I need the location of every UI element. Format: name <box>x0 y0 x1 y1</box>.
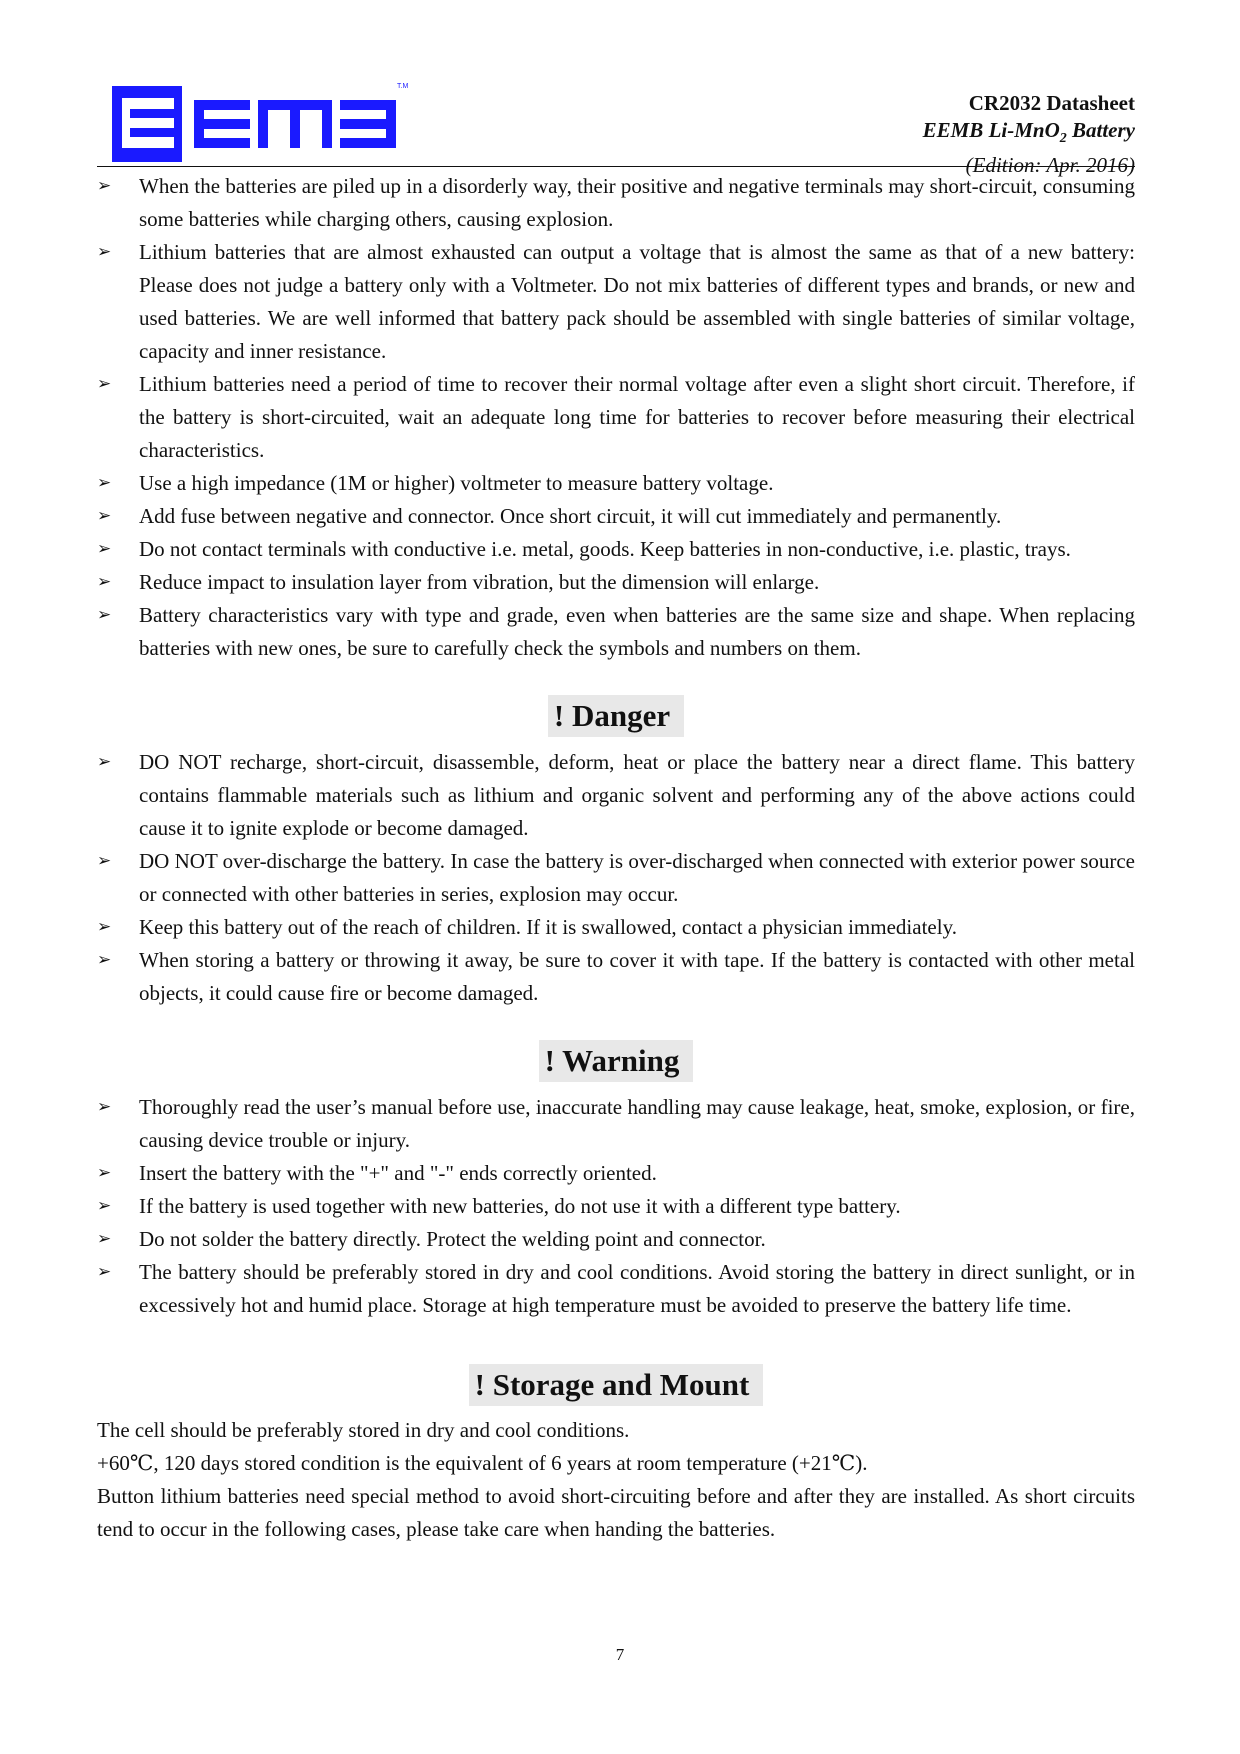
storage-heading: ! Storage and Mount <box>97 1364 1135 1406</box>
list-item: ➢ Keep this battery out of the reach of children. If it is swallowed, contact a physician immediately. <box>97 911 1135 944</box>
bullet-arrow-icon: ➢ <box>97 1229 112 1249</box>
page-number: 7 <box>615 1645 625 1664</box>
bullet-arrow-icon: ➢ <box>97 1262 112 1282</box>
storage-paragraph: Button lithium batteries need special method to avoid short-circuiting before and after they are installed. As short circuits tend to occur in the following cases, please take care when handing the batteries. <box>97 1484 1135 1541</box>
doc-edition: (Edition: Apr. 2016) <box>965 153 1135 178</box>
bullet-arrow-icon: ➢ <box>97 506 112 526</box>
bullet-arrow-icon: ➢ <box>97 473 112 493</box>
doc-title: CR2032 Datasheet <box>968 91 1135 115</box>
logo-tm: T.M <box>397 83 409 90</box>
bullet-arrow-icon: ➢ <box>97 950 112 970</box>
list-item: ➢ Do not contact terminals with conductive i.e. metal, goods. Keep batteries in non-conductive, i.e. plastic, trays. <box>97 533 1135 566</box>
list-item: ➢ DO NOT recharge, short-circuit, disassemble, deform, heat or place the battery near a direct flame. This battery contains flammable materials such as lithium and organic solvent and performing any of the above actions could cause it to ignite explode or become damaged. <box>97 746 1135 845</box>
storage-paragraph: The cell should be preferably stored in dry and cool conditions. <box>97 1418 630 1442</box>
danger-heading: ! Danger <box>97 695 1135 737</box>
list-item: ➢ Do not solder the battery directly. Protect the welding point and connector. <box>97 1223 1135 1256</box>
list-item: ➢ Lithium batteries need a period of time to recover their normal voltage after even a slight short circuit. Therefore, if the battery is short-circuited, wait an adequate long time for batteries to recover before measuring their electrical characteristics. <box>97 368 1135 467</box>
bullet-arrow-icon: ➢ <box>97 1196 112 1216</box>
list-item: ➢ Thoroughly read the user’s manual before use, inaccurate handling may cause leakage, heat, smoke, explosion, or fire, causing device trouble or injury. <box>97 1091 1135 1157</box>
bullet-arrow-icon: ➢ <box>97 851 112 871</box>
warning-bullet-list <box>97 1091 1135 1322</box>
bullet-arrow-icon: ➢ <box>97 176 112 196</box>
bullet-arrow-icon: ➢ <box>97 752 112 772</box>
bullet-arrow-icon: ➢ <box>97 1097 112 1117</box>
bullet-arrow-icon: ➢ <box>97 917 112 937</box>
warning-heading: ! Warning <box>97 1040 1135 1082</box>
danger-bullet-list <box>97 746 1135 1010</box>
bullet-arrow-icon: ➢ <box>97 242 112 262</box>
list-item: ➢ Lithium batteries that are almost exhausted can output a voltage that is almost the same as that of a new battery: Please does not judge a battery only with a Voltmeter. Do not mix batteries of different types and brands, or new and used batteries. We are well informed that battery pack should be assembled with single batteries of similar voltage, capacity and inner resistance. <box>97 236 1135 368</box>
list-item: ➢ When storing a battery or throwing it away, be sure to cover it with tape. If the battery is contacted with other metal objects, it could cause fire or become damaged. <box>97 944 1135 1010</box>
bullet-arrow-icon: ➢ <box>97 572 112 592</box>
main-content <box>97 170 1135 1546</box>
bullet-arrow-icon: ➢ <box>97 539 112 559</box>
list-item: ➢ Insert the battery with the "+" and "-" ends correctly oriented. <box>97 1157 1135 1190</box>
list-item: ➢ Reduce impact to insulation layer from vibration, but the dimension will enlarge. <box>97 566 1135 599</box>
list-item: ➢ Use a high impedance (1M or higher) voltmeter to measure battery voltage. <box>97 467 1135 500</box>
doc-subtitle: EEMB Li-MnO$_2$ Battery <box>922 118 1135 147</box>
list-item: ➢ If the battery is used together with new batteries, do not use it with a different type battery. <box>97 1190 1135 1223</box>
bullet-arrow-icon: ➢ <box>97 374 112 394</box>
list-item: ➢ The battery should be preferably stored in dry and cool conditions. Avoid storing the battery in direct sunlight, or in excessively hot and humid place. Storage at high temperature must be avoided to preserve the battery life time. <box>97 1256 1135 1322</box>
storage-paragraph: +60℃, 120 days stored condition is the equivalent of 6 years at room temperature (+21℃). <box>97 1451 868 1475</box>
list-item: ➢ DO NOT over-discharge the battery. In case the battery is over-discharged when connected with exterior power source or connected with other batteries in series, explosion may occur. <box>97 845 1135 911</box>
eemb-logo <box>112 80 417 162</box>
header-rule <box>97 166 1135 167</box>
list-item: ➢ Battery characteristics vary with type and grade, even when batteries are the same size and shape. When replacing batteries with new ones, be sure to carefully check the symbols and numbers on them. <box>97 599 1135 665</box>
list-item: ➢ When the batteries are piled up in a disorderly way, their positive and negative terminals may short-circuit, consuming some batteries while charging others, causing explosion. <box>97 170 1135 236</box>
intro-bullet-list <box>97 170 1135 665</box>
bullet-arrow-icon: ➢ <box>97 1163 112 1183</box>
bullet-arrow-icon: ➢ <box>97 605 112 625</box>
list-item: ➢ Add fuse between negative and connector. Once short circuit, it will cut immediately and permanently. <box>97 500 1135 533</box>
